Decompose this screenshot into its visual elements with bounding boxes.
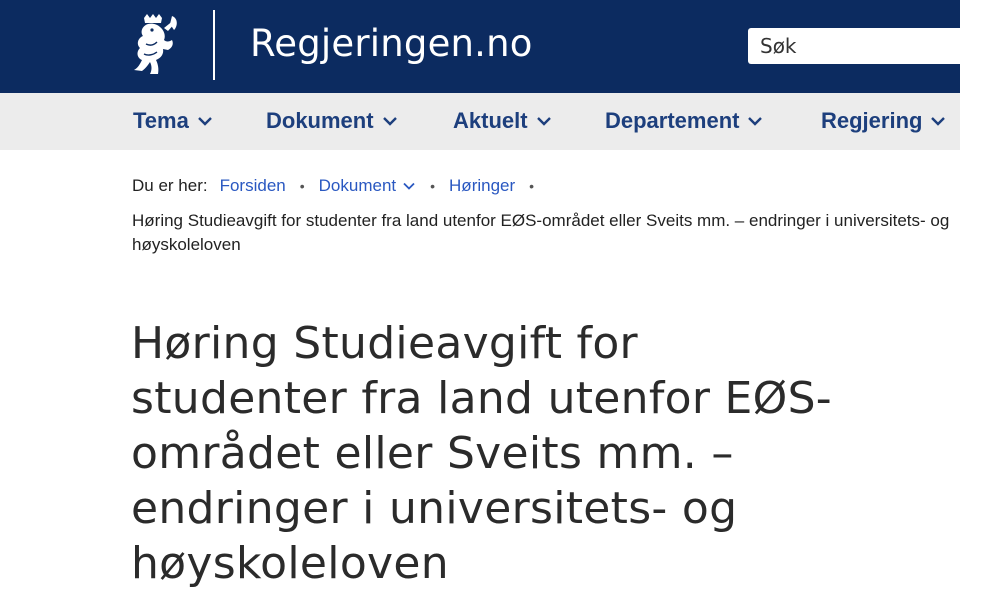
breadcrumb — [132, 176, 548, 196]
nav-item-label: Tema — [133, 108, 189, 133]
search-placeholder: Søk — [760, 34, 797, 58]
breadcrumb-current-page: Høring Studieavgift for studenter fra land utenfor EØS-området eller Sveits mm. – endringer i universitets- og høyskoleloven — [132, 211, 950, 254]
nav-item-regjering[interactable] — [821, 108, 946, 134]
nav-item-aktuelt[interactable] — [453, 108, 552, 134]
breadcrumb-link-forsiden[interactable]: Forsiden — [219, 176, 286, 195]
nav-item-label: Departement — [605, 108, 740, 133]
breadcrumb-separator: • — [529, 178, 535, 194]
search-input[interactable] — [748, 28, 988, 64]
breadcrumb-link-label: Dokument — [318, 176, 397, 195]
chevron-down-icon — [402, 179, 416, 193]
nav-item-tema[interactable] — [133, 108, 213, 134]
norwegian-lion-coat-of-arms-icon[interactable] — [128, 14, 178, 76]
breadcrumb-link-dokument[interactable] — [319, 176, 416, 196]
header-divider — [213, 10, 215, 80]
site-name-link[interactable]: Regjeringen.no — [250, 22, 533, 65]
site-header — [0, 0, 960, 93]
breadcrumb-separator: • — [430, 178, 436, 194]
chevron-down-icon — [197, 113, 213, 129]
chevron-down-icon — [930, 113, 946, 129]
breadcrumb-separator: • — [299, 178, 305, 194]
chevron-down-icon — [747, 113, 763, 129]
nav-item-label: Dokument — [266, 108, 374, 133]
nav-item-label: Aktuelt — [453, 108, 528, 133]
main-nav — [0, 93, 960, 150]
nav-item-dokument[interactable] — [266, 108, 398, 134]
nav-item-departement[interactable] — [605, 108, 763, 134]
chevron-down-icon — [382, 113, 398, 129]
breadcrumb-link-horinger[interactable]: Høringer — [449, 176, 516, 195]
nav-item-label: Regjering — [821, 108, 923, 133]
page-title: Høring Studieavgift for studenter fra land utenfor EØS-området eller Sveits mm. – endringer i universitets- og høyskoleloven — [131, 318, 832, 589]
breadcrumb-lead: Du er her: — [132, 176, 208, 195]
chevron-down-icon — [536, 113, 552, 129]
